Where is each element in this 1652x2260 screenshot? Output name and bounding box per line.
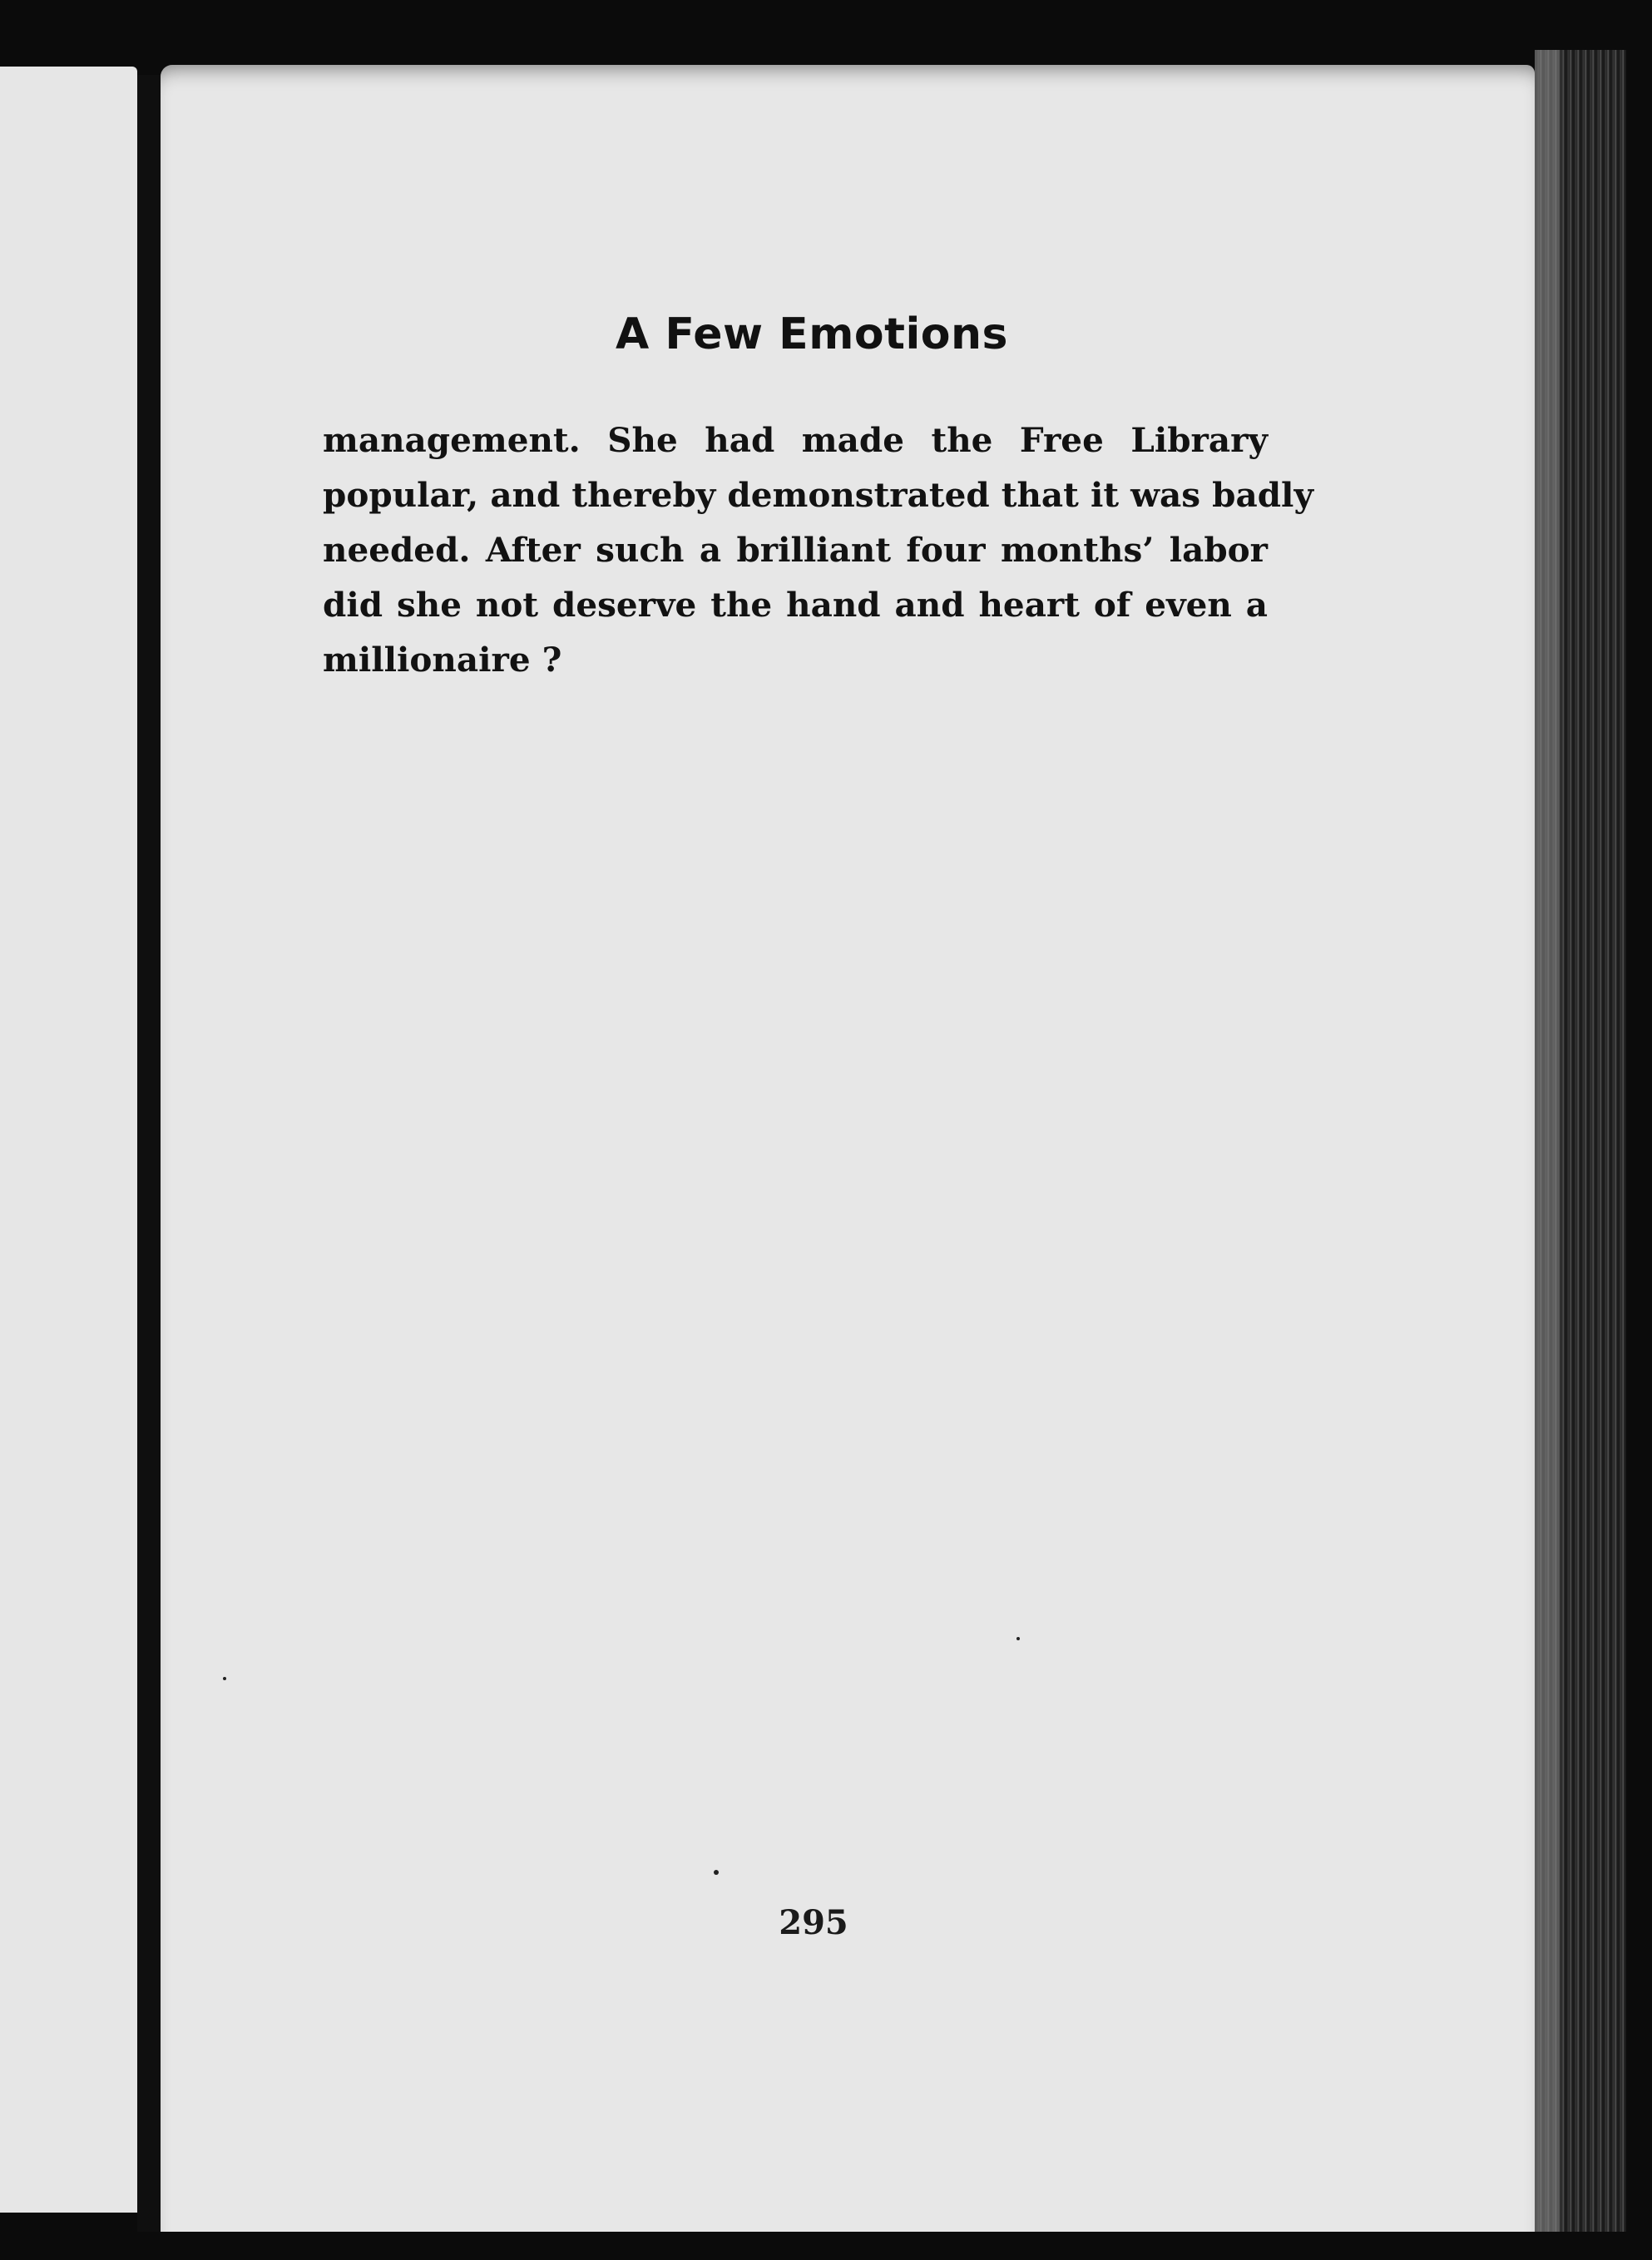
facing-page-edge [0,67,137,2213]
scan-speck [223,1677,226,1680]
text-line: popular, and thereby demonstrated that it was badly [323,475,1313,515]
body-paragraph [323,413,1313,687]
running-head: A Few Emotions [616,309,1008,359]
scan-border [0,2232,1652,2260]
scan-speck [1016,1637,1020,1640]
book-gutter [137,75,161,2238]
page-number: 295 [779,1903,848,1942]
text-line: millionaire ? [323,640,562,680]
text-line: did she not deserve the hand and heart of even a [323,585,1268,625]
text-line: needed. After such a brilliant four months’ labor [323,530,1268,570]
scan-speck [714,1870,719,1875]
text-line: management. She had made the Free Library [323,420,1268,460]
page-fore-edge-highlight [1535,50,1560,2233]
